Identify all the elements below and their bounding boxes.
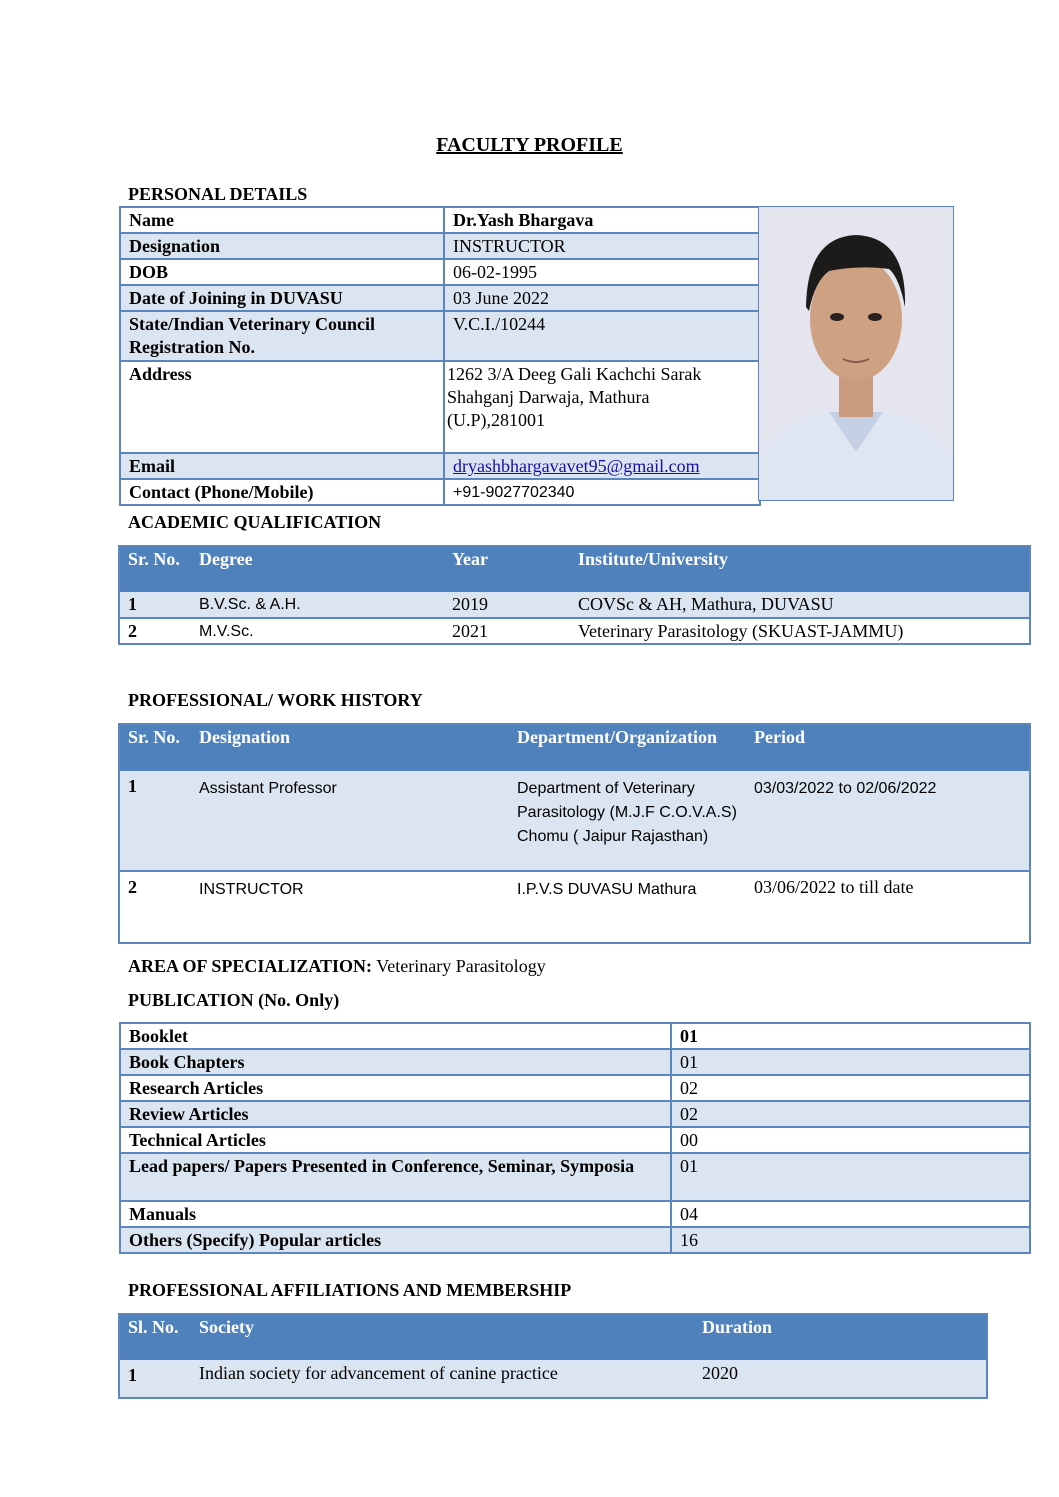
table-row (120, 1201, 1030, 1227)
table-row (120, 1227, 1030, 1253)
academic-table (118, 545, 1031, 645)
column-header: Degree (191, 546, 444, 592)
publication-type: Technical Articles (120, 1127, 671, 1153)
table-row (119, 592, 1030, 618)
publication-type: Book Chapters (120, 1049, 671, 1075)
table-cell: 1 (119, 771, 191, 871)
table-cell: 2 (119, 871, 191, 943)
publication-count: 04 (671, 1201, 1030, 1227)
academic-heading: ACADEMIC QUALIFICATION (128, 512, 382, 532)
column-header: Society (191, 1314, 694, 1360)
table-row (120, 453, 760, 479)
personal-details-table (119, 206, 761, 506)
table-cell: INSTRUCTOR (191, 871, 509, 943)
table-cell: COVSc & AH, Mathura, DUVASU (570, 592, 1030, 618)
address-label: Address (120, 361, 444, 453)
table-cell: Veterinary Parasitology (SKUAST-JAMMU) (570, 618, 1030, 644)
contact-value: +91-9027702340 (444, 479, 760, 505)
publication-type: Review Articles (120, 1101, 671, 1127)
table-cell: I.P.V.S DUVASU Mathura (509, 871, 746, 943)
publication-count: 00 (671, 1127, 1030, 1153)
publication-count: 01 (671, 1023, 1030, 1049)
work-history-heading: PROFESSIONAL/ WORK HISTORY (128, 690, 423, 710)
table-row (120, 1153, 1030, 1201)
email-label: Email (120, 453, 444, 479)
table-cell: B.V.Sc. & A.H. (191, 592, 444, 618)
registration-label: State/Indian Veterinary Council Registration No. (120, 311, 444, 361)
column-header: Duration (694, 1314, 987, 1360)
designation-label: Designation (120, 233, 444, 259)
email-link[interactable]: dryashbhargavavet95@gmail.com (453, 456, 700, 476)
table-cell: 2 (119, 618, 191, 644)
table-row (120, 1023, 1030, 1049)
publication-count: 01 (671, 1153, 1030, 1201)
table-header-row (119, 724, 1030, 771)
column-header: Designation (191, 724, 509, 771)
work-history-table (118, 723, 1031, 944)
table-cell: 2021 (444, 618, 570, 644)
publication-type: Manuals (120, 1201, 671, 1227)
contact-label: Contact (Phone/Mobile) (120, 479, 444, 505)
table-cell: M.V.Sc. (191, 618, 444, 644)
specialization-value: Veterinary Parasitology (376, 956, 546, 976)
table-row (120, 361, 760, 453)
table-cell: Indian society for advancement of canine practice (191, 1360, 694, 1398)
table-row (120, 285, 760, 311)
table-cell: 2020 (694, 1360, 987, 1398)
column-header: Period (746, 724, 1030, 771)
table-row (119, 771, 1030, 871)
table-row (120, 1101, 1030, 1127)
address-value: 1262 3/A Deeg Gali Kachchi Sarak Shahganj Darwaja, Mathura (U.P),281001 (444, 361, 760, 453)
publication-count: 02 (671, 1101, 1030, 1127)
name-label: Name (120, 207, 444, 233)
table-cell: 1 (119, 592, 191, 618)
joining-label: Date of Joining in DUVASU (120, 285, 444, 311)
column-header: Sl. No. (119, 1314, 191, 1360)
affiliations-heading: PROFESSIONAL AFFILIATIONS AND MEMBERSHIP (128, 1280, 572, 1300)
publication-count: 16 (671, 1227, 1030, 1253)
designation-value: INSTRUCTOR (444, 233, 760, 259)
column-header: Institute/University (570, 546, 1030, 592)
table-cell: 03/03/2022 to 02/06/2022 (746, 771, 1030, 871)
table-row (120, 1127, 1030, 1153)
publication-type: Research Articles (120, 1075, 671, 1101)
table-row (120, 233, 760, 259)
table-cell: 2019 (444, 592, 570, 618)
table-row (120, 311, 760, 361)
table-row (120, 259, 760, 285)
column-header: Sr. No. (119, 546, 191, 592)
affiliations-table (118, 1313, 988, 1399)
table-cell: 03/06/2022 to till date (746, 871, 1030, 943)
publication-type: Lead papers/ Papers Presented in Conference, Seminar, Symposia (120, 1153, 671, 1201)
publication-type: Others (Specify) Popular articles (120, 1227, 671, 1253)
table-cell: 1 (119, 1360, 191, 1398)
table-cell: Assistant Professor (191, 771, 509, 871)
specialization-line (128, 956, 546, 977)
table-row (120, 479, 760, 505)
table-row (119, 618, 1030, 644)
table-row (120, 207, 760, 233)
column-header: Sr. No. (119, 724, 191, 771)
table-row (119, 1360, 987, 1398)
dob-value: 06-02-1995 (444, 259, 760, 285)
joining-value: 03 June 2022 (444, 285, 760, 311)
dob-label: DOB (120, 259, 444, 285)
column-header: Department/Organization (509, 724, 746, 771)
name-value: Dr.Yash Bhargava (444, 207, 760, 233)
registration-value: V.C.I./10244 (444, 311, 760, 361)
profile-photo (758, 206, 954, 501)
publication-count: 01 (671, 1049, 1030, 1075)
publication-count: 02 (671, 1075, 1030, 1101)
specialization-label: AREA OF SPECIALIZATION: (128, 956, 373, 976)
profile-photo-image (759, 207, 953, 500)
table-row (120, 1049, 1030, 1075)
table-cell: Department of Veterinary Parasitology (M.J.F C.O.V.A.S) Chomu ( Jaipur Rajasthan) (509, 771, 746, 871)
table-header-row (119, 1314, 987, 1360)
table-row (119, 871, 1030, 943)
table-header-row (119, 546, 1030, 592)
publication-type: Booklet (120, 1023, 671, 1049)
column-header: Year (444, 546, 570, 592)
table-row (120, 1075, 1030, 1101)
page-title: FACULTY PROFILE (436, 134, 623, 156)
publication-heading: PUBLICATION (No. Only) (128, 990, 340, 1010)
publication-table (119, 1022, 1031, 1254)
personal-details-heading: PERSONAL DETAILS (128, 184, 308, 204)
